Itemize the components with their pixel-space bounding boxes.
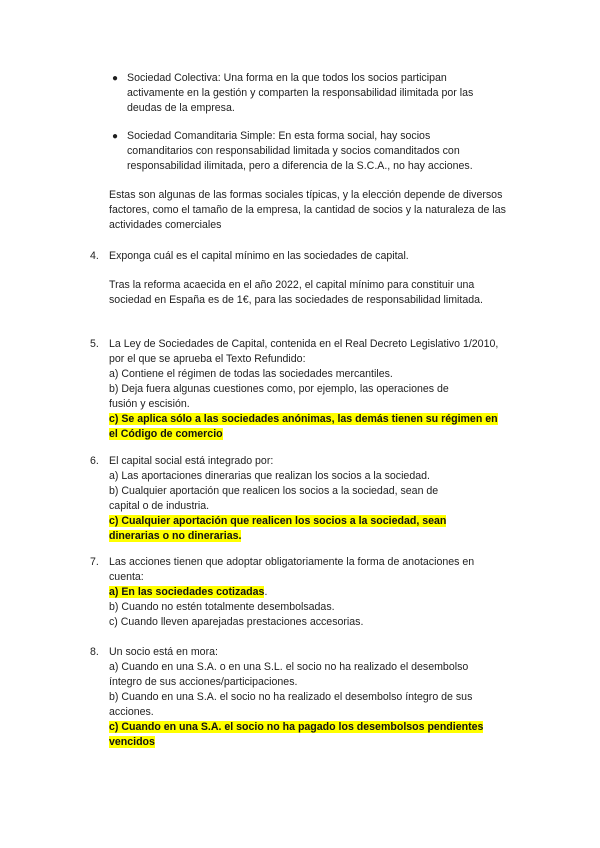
bullet-line: responsabilidad ilimitada, pero a diferencia de la S.C.A., no hay acciones. — [127, 160, 473, 172]
bullet-line: comanditarios con responsabilidad limitada y socios comanditados con — [127, 145, 460, 157]
question-5 — [109, 337, 539, 442]
summary-paragraph — [109, 188, 539, 233]
question-text: Exponga cuál es el capital mínimo en las sociedades de capital. — [109, 250, 409, 262]
question-line: Las acciones tienen que adoptar obligatoriamente la forma de anotaciones en — [109, 556, 475, 568]
option-b: b) Cuando en una S.A. el socio no ha realizado el desembolso íntegro de sus — [109, 691, 473, 703]
option-b: b) Deja fuera algunas cuestiones como, por ejemplo, las operaciones de — [109, 383, 449, 395]
bullet-dot-icon: ● — [112, 131, 119, 142]
bullet-sociedad-comanditaria — [112, 129, 527, 174]
question-number: 8. — [90, 646, 99, 658]
option-c: c) Cuando lleven aparejadas prestaciones accesorias. — [109, 616, 364, 628]
question-8 — [109, 645, 539, 750]
option-a: a) Contiene el régimen de todas las sociedades mercantiles. — [109, 368, 393, 380]
question-4 — [109, 249, 539, 264]
correct-answer-highlight: vencidos — [109, 736, 155, 748]
bullet-line: activamente en la gestión y comparten la responsabilidad ilimitada por las — [127, 87, 474, 99]
correct-answer-highlight: a) En las sociedades cotizadas — [109, 586, 265, 598]
answer-4 — [109, 278, 539, 308]
question-number: 4. — [90, 250, 99, 262]
option-b: capital o de industria. — [109, 500, 210, 512]
question-line: Un socio está en mora: — [109, 646, 218, 658]
bullet-sociedad-colectiva — [112, 71, 527, 116]
question-number: 7. — [90, 556, 99, 568]
bullet-dot-icon: ● — [112, 73, 119, 84]
option-a: a) Cuando en una S.A. o en una S.L. el socio no ha realizado el desembolso — [109, 661, 469, 673]
bullet-line: deudas de la empresa. — [127, 102, 235, 114]
summary-line: Estas son algunas de las formas sociales típicas, y la elección depende de diversos — [109, 189, 503, 201]
option-a: a) Las aportaciones dinerarias que realizan los socios a la sociedad. — [109, 470, 430, 482]
question-line: por el que se aprueba el Texto Refundido: — [109, 353, 306, 365]
correct-answer-highlight: c) Se aplica sólo a las sociedades anónimas, las demás tienen su régimen en — [109, 413, 498, 425]
question-number: 5. — [90, 338, 99, 350]
question-line: El capital social está integrado por: — [109, 455, 274, 467]
option-b: b) Cuando no estén totalmente desembolsadas. — [109, 601, 335, 613]
summary-line: factores, como el tamaño de la empresa, la cantidad de socios y la naturaleza de las — [109, 204, 506, 216]
question-line: cuenta: — [109, 571, 144, 583]
option-b: fusión y escisión. — [109, 398, 190, 410]
summary-line: actividades comerciales — [109, 219, 222, 231]
option-b: acciones. — [109, 706, 154, 718]
bullet-line: Sociedad Colectiva: Una forma en la que todos los socios participan — [127, 72, 447, 84]
correct-answer-highlight: el Código de comercio — [109, 428, 223, 440]
question-6 — [109, 454, 539, 544]
correct-answer-highlight: c) Cuando en una S.A. el socio no ha pagado los desembolsos pendientes — [109, 721, 484, 733]
option-b: b) Cualquier aportación que realicen los socios a la sociedad, sean de — [109, 485, 439, 497]
option-a: íntegro de sus acciones/participaciones. — [109, 676, 298, 688]
answer-line: sociedad en España es de 1€, para las sociedades de responsabilidad limitada. — [109, 294, 483, 306]
bullet-line: Sociedad Comanditaria Simple: En esta forma social, hay socios — [127, 130, 431, 142]
answer-suffix: . — [264, 586, 268, 598]
question-line: La Ley de Sociedades de Capital, contenida en el Real Decreto Legislativo 1/2010, — [109, 338, 499, 350]
question-number: 6. — [90, 455, 99, 467]
correct-answer-highlight: dinerarias o no dinerarias. — [109, 530, 242, 542]
correct-answer-highlight: c) Cualquier aportación que realicen los socios a la sociedad, sean — [109, 515, 447, 527]
question-7 — [109, 555, 539, 630]
answer-line: Tras la reforma acaecida en el año 2022, el capital mínimo para constituir una — [109, 279, 475, 291]
